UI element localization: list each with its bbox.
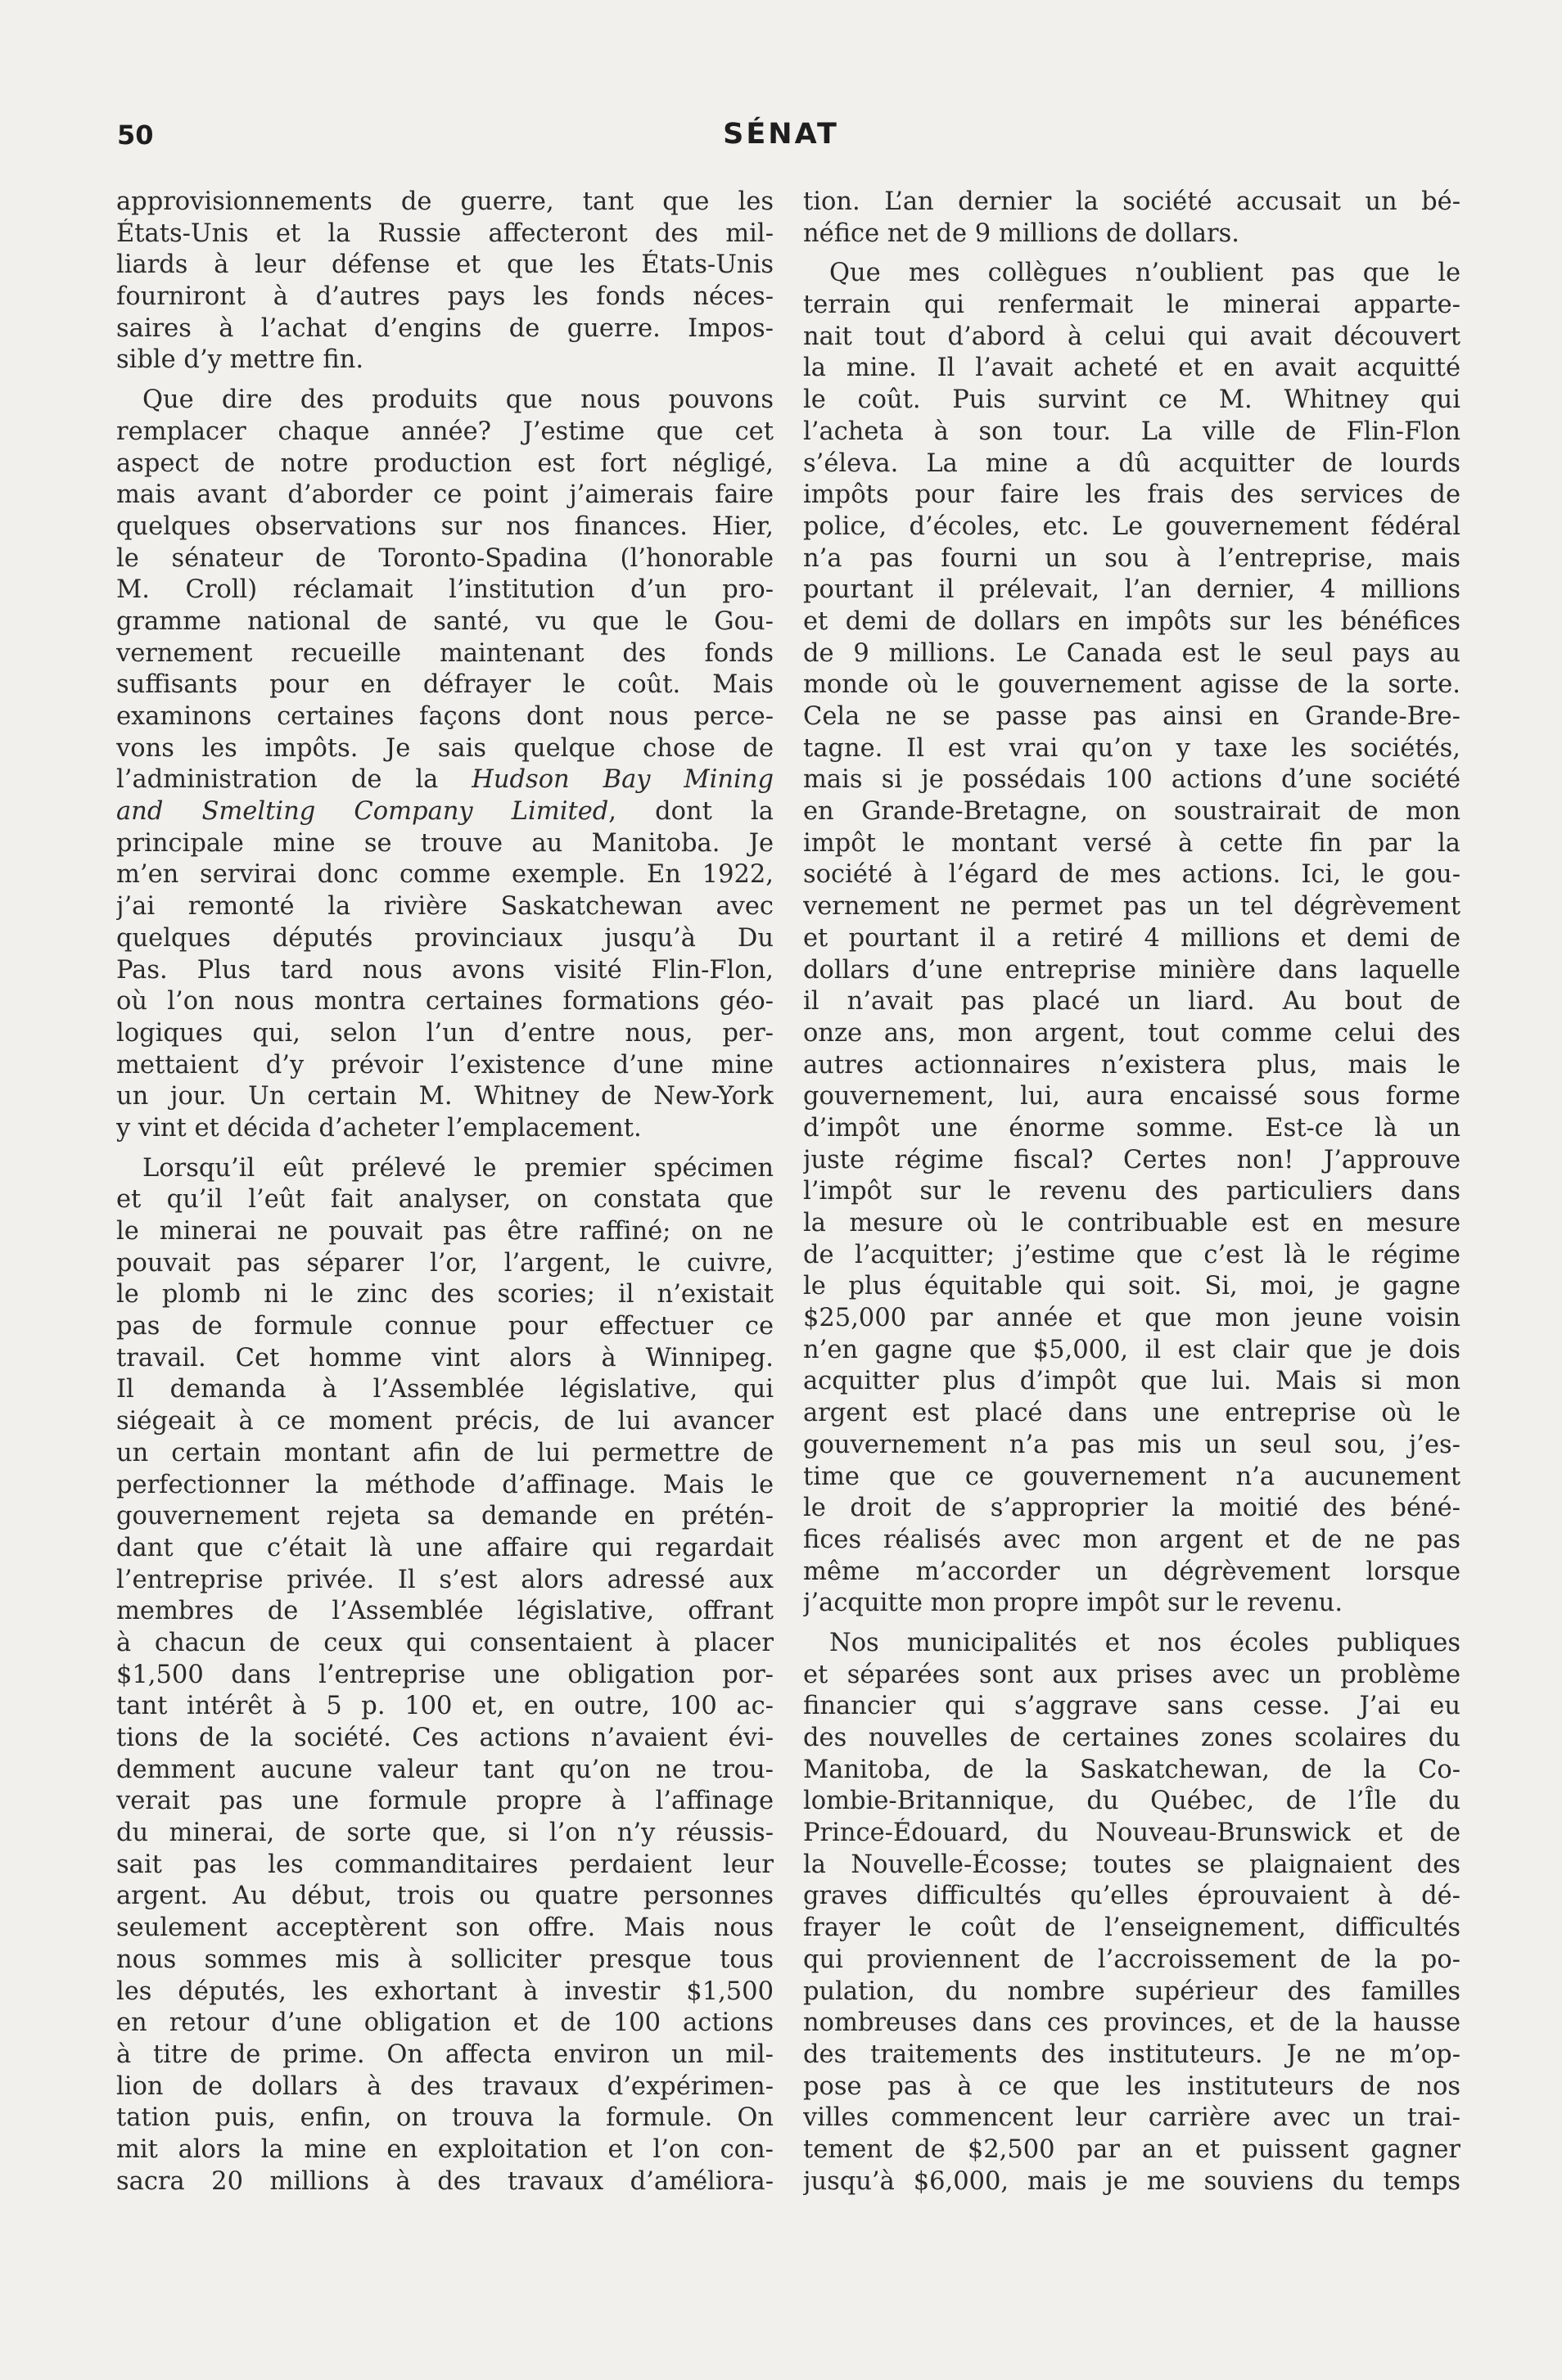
text-line: onze ans, mon argent, tout comme celui des	[803, 1018, 1460, 1048]
text-line: mais avant d’aborder ce point j’aimerais faire	[116, 480, 774, 510]
text-line: and Smelting Company Limited, dont la	[116, 797, 774, 827]
text-line: $1,500 dans l’entreprise une obligation por-	[116, 1660, 774, 1689]
text-line: pourtant il prélevait, l’an dernier, 4 millions	[803, 575, 1460, 605]
running-head: SÉNAT	[723, 118, 839, 151]
text-line: frayer le coût de l’enseignement, difficultés	[803, 1913, 1460, 1943]
text-line: terrain qui renfermait le minerai apparte-	[803, 291, 1460, 320]
text-line: acquitter plus d’impôt que lui. Mais si mon	[803, 1367, 1460, 1396]
text-line: mit alors la mine en exploitation et l’on con-	[116, 2134, 774, 2164]
text-line: Il demanda à l’Assemblée législative, qui	[116, 1375, 774, 1404]
text-line: gouvernement n’a pas mis un seul sou, j’es-	[803, 1430, 1460, 1459]
left-column	[116, 187, 774, 2197]
text-line: tagne. Il est vrai qu’on y taxe les sociétés,	[803, 733, 1460, 763]
text-line: impôts pour faire les frais des services de	[803, 480, 1460, 510]
text-line: quelques observations sur nos finances. Hier,	[116, 512, 774, 541]
text-line: j’ai remonté la rivière Saskatchewan avec	[116, 892, 774, 922]
text-line: même m’accorder un dégrèvement lorsque	[803, 1557, 1460, 1586]
text-line: tions de la société. Ces actions n’avaient évi-	[116, 1724, 774, 1752]
text-line: l’impôt sur le revenu des particuliers dans	[803, 1177, 1460, 1206]
text-line: dollars d’une entreprise minière dans laquelle	[803, 955, 1460, 985]
text-line: argent. Au début, trois ou quatre personnes	[116, 1882, 774, 1911]
text-line: à titre de prime. On affecta environ un mil-	[116, 2040, 774, 2069]
text-line: principale mine se trouve au Manitoba. Je	[116, 828, 774, 858]
paragraph-gap	[116, 376, 774, 385]
text-line: remplacer chaque année? J’estime que cet	[116, 417, 774, 446]
text-line: verait pas une formule propre à l’affinage	[116, 1787, 774, 1816]
text-line: Cela ne se passe pas ainsi en Grande-Bre-	[803, 702, 1460, 731]
text-line: dant que c’était là une affaire qui regardait	[116, 1533, 774, 1562]
text-line: juste régime fiscal? Certes non! J’approuve	[803, 1145, 1460, 1174]
paragraph	[116, 1153, 774, 2198]
text-line: mettaient d’y prévoir l’existence d’une mine	[116, 1050, 774, 1080]
text-line: fourniront à d’autres pays les fonds néces-	[116, 282, 774, 312]
text-line: les députés, les exhortant à investir $1,500	[116, 1977, 774, 2006]
text-line: du minerai, de sorte que, si l’on n’y réussis-	[116, 1819, 774, 1848]
text-line: seulement acceptèrent son offre. Mais nous	[116, 1913, 774, 1943]
company-name-italic: Limited	[472, 797, 609, 827]
text-line: siégeait à ce moment précis, de lui avancer	[116, 1407, 774, 1436]
text-line: suffisants pour en défrayer le coût. Mais	[116, 670, 774, 700]
text-line: j’acquitte mon propre impôt sur le revenu.	[803, 1589, 1343, 1618]
text-line: Que dire des produits que nous pouvons	[142, 385, 774, 415]
text-line: villes commencent leur carrière avec un trai-	[803, 2103, 1460, 2133]
paragraph	[116, 187, 774, 376]
text-line: gouvernement, lui, aura encaissé sous forme	[803, 1082, 1460, 1111]
text-line: quelques députés provinciaux jusqu’à Du	[116, 923, 774, 953]
right-column	[803, 187, 1460, 2197]
text-line: le coût. Puis survint ce M. Whitney qui	[803, 385, 1460, 415]
text-line: saires à l’achat d’engins de guerre. Impos-	[116, 313, 774, 343]
text-line: n’a pas fourni un sou à l’entreprise, mais	[803, 543, 1460, 573]
text-line: l’acheta à son tour. La ville de Flin-Flon	[803, 417, 1460, 446]
text-line: liards à leur défense et que les États-Unis	[116, 250, 774, 280]
text-line: n’en gagne que $5,000, il est clair que je dois	[803, 1335, 1460, 1364]
text-line: de 9 millions. Le Canada est le seul pays au	[803, 638, 1460, 668]
text-line: gouvernement rejeta sa demande en prétén-	[116, 1502, 774, 1531]
text-line: d’impôt une énorme somme. Est-ce là un	[803, 1113, 1460, 1143]
text-line: et qu’il l’eût fait analyser, on constata que	[116, 1185, 774, 1215]
text-line: un jour. Un certain M. Whitney de New-York	[116, 1082, 774, 1111]
paragraph-gap	[116, 1145, 774, 1153]
text-line: $25,000 par année et que mon jeune voisin	[803, 1304, 1460, 1333]
text-line: nous sommes mis à solliciter presque tous	[116, 1945, 774, 1974]
text-line: tion. L’an dernier la société accusait un bé-	[803, 187, 1460, 216]
text-line: Lorsqu’il eût prélevé le premier spécimen	[142, 1153, 774, 1183]
text-line: Pas. Plus tard nous avons visité Flin-Flon,	[116, 955, 774, 985]
text-line: Que mes collègues n’oublient pas que le	[829, 259, 1460, 288]
text-line: des traitements des instituteurs. Je ne m’op-	[803, 2040, 1460, 2069]
text-line: le plomb ni le zinc des scories; il n’existait	[116, 1280, 774, 1309]
paragraph-gap	[803, 250, 1460, 258]
paragraph	[803, 1628, 1460, 2197]
paragraph	[803, 258, 1460, 1620]
company-name-italic: Hudson Bay Mining	[472, 765, 774, 795]
text-line: membres de l’Assemblée législative, offrant	[116, 1597, 774, 1626]
text-line: tation puis, enfin, on trouva la formule. On	[116, 2103, 774, 2133]
text-line: jusqu’à $6,000, mais je me souviens du temps	[803, 2166, 1460, 2196]
text-line: financier qui s’aggrave sans cesse. J’ai eu	[803, 1692, 1460, 1721]
text-line: pulation, du nombre supérieur des familles	[803, 1977, 1460, 2006]
text-line: l’entreprise privée. Il s’est alors adressé aux	[116, 1565, 774, 1594]
text-line: pouvait pas séparer l’or, l’argent, le cuivre,	[116, 1248, 774, 1278]
text-line: en retour d’une obligation et de 100 actions	[116, 2008, 774, 2038]
text-line: néfice net de 9 millions de dollars.	[803, 219, 1239, 248]
text-line: et demi de dollars en impôts sur les bénéfices	[803, 606, 1460, 636]
text-line: le droit de s’approprier la moitié des béné-	[803, 1494, 1460, 1523]
text-line: Nos municipalités et nos écoles publiques	[829, 1628, 1460, 1657]
text-line: gramme national de santé, vu que le Gou-	[116, 606, 774, 636]
text-line: pose pas à ce que les instituteurs de nos	[803, 2071, 1460, 2101]
paragraph	[803, 187, 1460, 250]
text-line: fices réalisés avec mon argent et de ne pas	[803, 1525, 1460, 1554]
text-line: travail. Cet homme vint alors à Winnipeg.	[116, 1343, 774, 1373]
text-line: la mine. Il l’avait acheté et en avait acquitté	[803, 354, 1460, 383]
text-line: des nouvelles de certaines zones scolaires du	[803, 1724, 1460, 1752]
text-line: M. Croll) réclamait l’institution d’un pro-	[116, 575, 774, 605]
text-line: aspect de notre production est fort négligé,	[116, 449, 774, 478]
text-line: un certain montant afin de lui permettre de	[116, 1438, 774, 1467]
text-line: et séparées sont aux prises avec un problème	[803, 1660, 1460, 1689]
text-line: et pourtant il a retiré 4 millions et demi de	[803, 923, 1460, 953]
text-line: il n’avait pas placé un liard. Au bout de	[803, 987, 1460, 1016]
text-line: le sénateur de Toronto-Spadina (l’honorable	[116, 543, 774, 573]
text-line: demment aucune valeur tant qu’on ne trou-	[116, 1755, 774, 1784]
text-line: approvisionnements de guerre, tant que les	[116, 187, 774, 216]
text-line: lombie-Britannique, du Québec, de l’Île du	[803, 1787, 1460, 1816]
text-line: mais si je possédais 100 actions d’une société	[803, 765, 1460, 795]
text-line: vernement recueille maintenant des fonds	[116, 638, 774, 668]
text-line: sible d’y mettre fin.	[116, 345, 364, 375]
text-line: s’éleva. La mine a dû acquitter de lourds	[803, 449, 1460, 478]
paragraph	[116, 385, 774, 1145]
text-line: monde où le gouvernement agisse de la sorte.	[803, 670, 1460, 700]
text-line: graves difficultés qu’elles éprouvaient à dé-	[803, 1882, 1460, 1911]
text-line: sacra 20 millions à des travaux d’améliora-	[116, 2166, 774, 2196]
page-number: 50	[117, 119, 154, 151]
text-line: en Grande-Bretagne, on soustrairait de mon	[803, 797, 1460, 827]
text-line: qui proviennent de l’accroissement de la po-	[803, 1945, 1460, 1974]
text-line: logiques qui, selon l’un d’entre nous, per-	[116, 1018, 774, 1048]
text-line: vernement ne permet pas un tel dégrèvement	[803, 892, 1460, 922]
text-line: nait tout d’abord à celui qui avait découvert	[803, 322, 1460, 351]
text-line: argent est placé dans une entreprise où le	[803, 1399, 1460, 1428]
text-line: le plus équitable qui soit. Si, moi, je gagne	[803, 1272, 1460, 1301]
text-line: la Nouvelle-Écosse; toutes se plaignaient des	[803, 1850, 1460, 1879]
text-line: Manitoba, de la Saskatchewan, de la Co-	[803, 1755, 1460, 1784]
text-line: time que ce gouvernement n’a aucunement	[803, 1462, 1460, 1491]
text-line: sait pas les commanditaires perdaient leur	[116, 1850, 774, 1879]
text-line: pas de formule connue pour effectuer ce	[116, 1312, 774, 1341]
text-line: Prince-Édouard, du Nouveau-Brunswick et de	[803, 1819, 1460, 1848]
text-line: y vint et décida d’acheter l’emplacement.	[116, 1113, 642, 1143]
text-line: le minerai ne pouvait pas être raffiné; on ne	[116, 1217, 774, 1246]
text-line: de l’acquitter; j’estime que c’est là le régime	[803, 1240, 1460, 1269]
text-line: où l’on nous montra certaines formations géo-	[116, 987, 774, 1016]
text-line: examinons certaines façons dont nous perce-	[116, 702, 774, 731]
text-line: États-Unis et la Russie affecteront des mil-	[116, 219, 774, 248]
text-line: perfectionner la méthode d’affinage. Mais le	[116, 1470, 774, 1499]
text-line: vons les impôts. Je sais quelque chose de	[116, 733, 774, 763]
text-line: la mesure où le contribuable est en mesure	[803, 1209, 1460, 1237]
text-line: impôt le montant versé à cette fin par la	[803, 828, 1460, 858]
text-line: l’administration de la Hudson Bay Mining	[116, 765, 774, 795]
text-line: tant intérêt à 5 p. 100 et, en outre, 100 ac-	[116, 1692, 774, 1721]
text-line: m’en servirai donc comme exemple. En 1922,	[116, 860, 774, 890]
paragraph-gap	[803, 1620, 1460, 1628]
company-name-italic: and Smelting Company	[116, 797, 473, 827]
text-line: lion de dollars à des travaux d’expérimen-	[116, 2071, 774, 2101]
text-line: autres actionnaires n’existera plus, mais le	[803, 1050, 1460, 1080]
text-line: police, d’écoles, etc. Le gouvernement fédéral	[803, 512, 1460, 541]
text-line: à chacun de ceux qui consentaient à placer	[116, 1628, 774, 1657]
text-line: tement de $2,500 par an et puissent gagner	[803, 2134, 1460, 2164]
text-line: nombreuses dans ces provinces, et de la hausse	[803, 2008, 1460, 2038]
text-line: société à l’égard de mes actions. Ici, le gou-	[803, 860, 1460, 890]
